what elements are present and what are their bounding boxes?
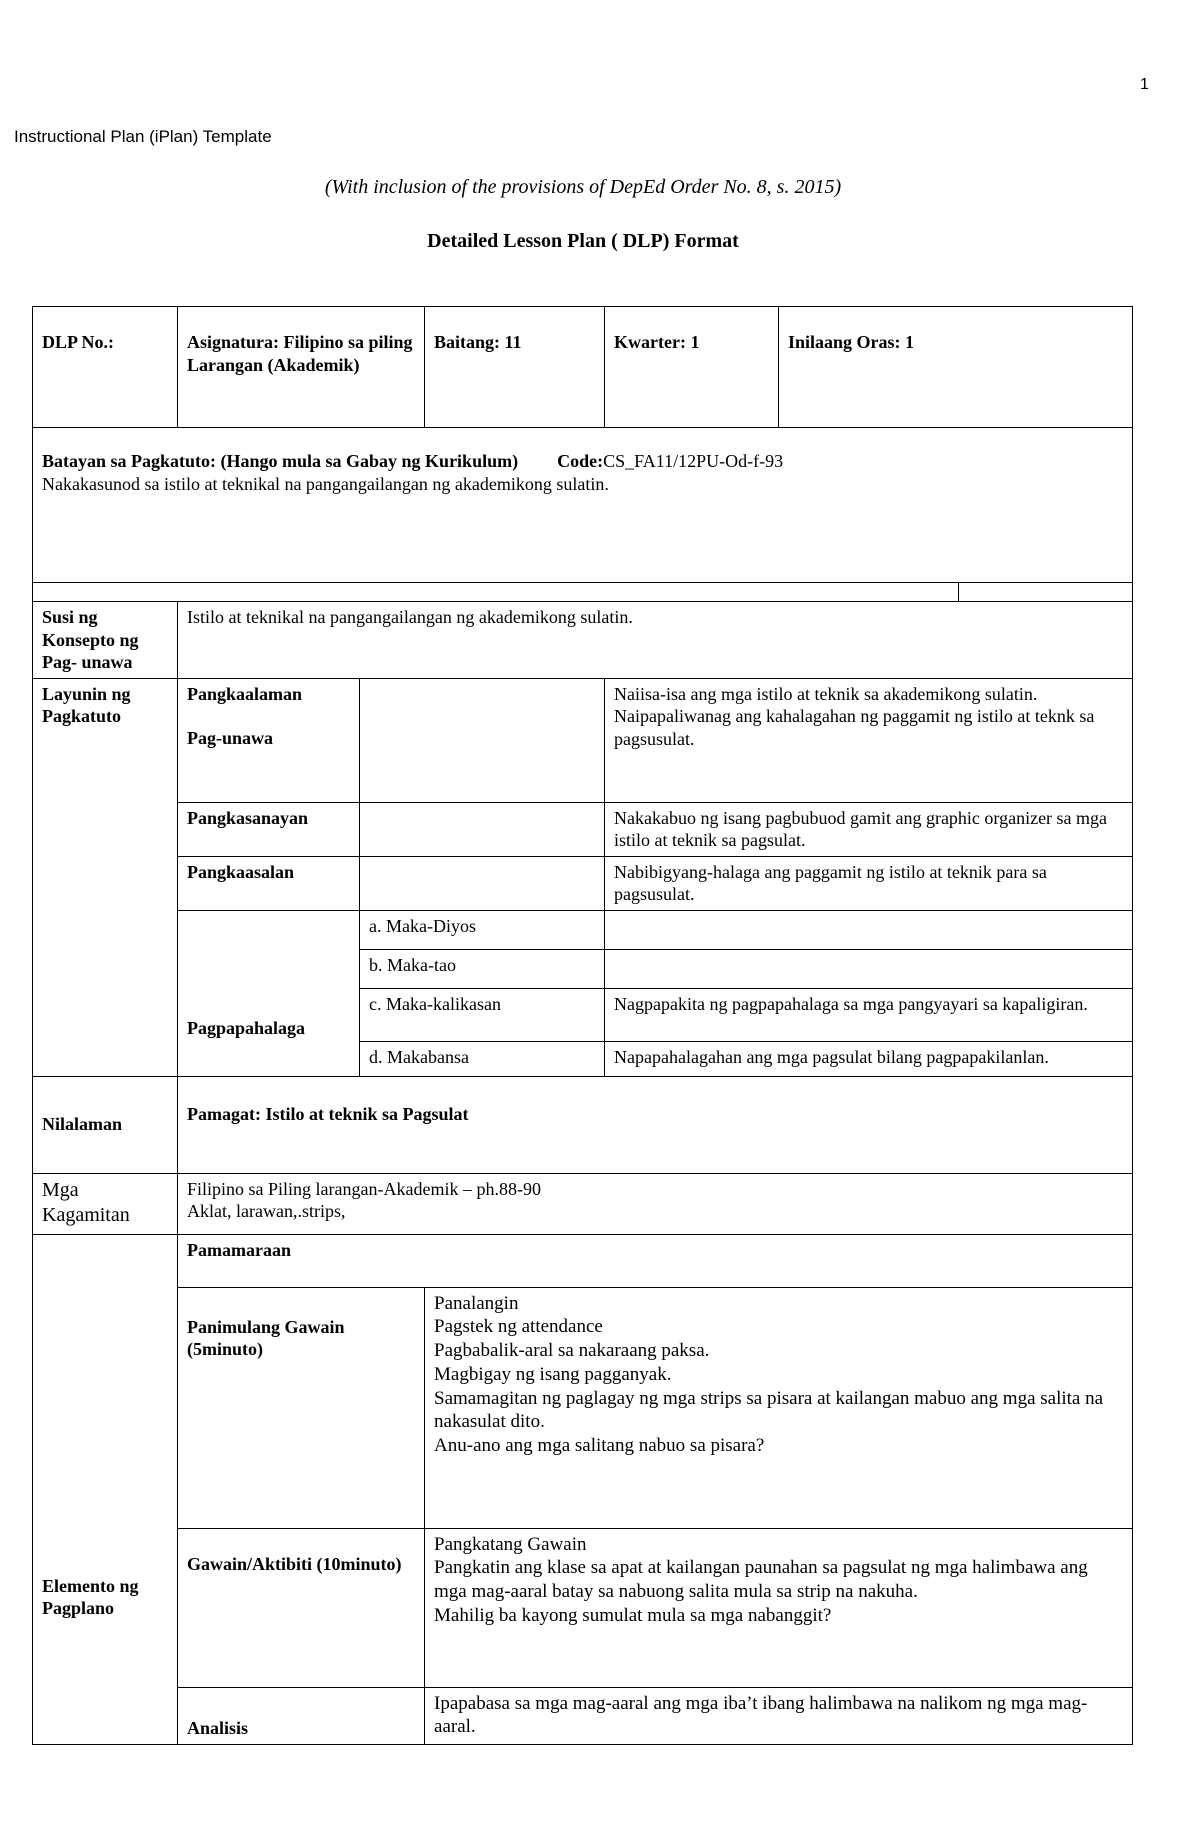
lesson-plan-table	[32, 306, 1133, 1745]
document-label: Instructional Plan (iPlan) Template	[14, 127, 272, 146]
value-label: c. Maka-kalikasan	[360, 988, 605, 1041]
gawain-cell	[425, 1528, 1133, 1687]
empty-cell	[360, 856, 605, 910]
empty-cell	[360, 802, 605, 856]
kwarter-cell: Kwarter: 1	[605, 307, 779, 428]
spacer-cell	[33, 583, 959, 602]
value-text	[605, 949, 1133, 988]
gawain-line: Mahilig ba kayong sumulat mula sa mga nabanggit?	[434, 1604, 832, 1626]
pangkaalaman-text-cell	[605, 678, 1133, 802]
nilalaman-label: Nilalaman	[33, 1076, 178, 1173]
value-text	[605, 910, 1133, 949]
value-label: a. Maka-Diyos	[360, 910, 605, 949]
panimula-line: Pagbabalik-aral sa nakaraang paksa.	[434, 1340, 710, 1361]
kagamitan-line: Aklat, larawan,.strips,	[187, 1201, 346, 1221]
nilalaman-text: Pamagat: Istilo at teknik sa Pagsulat	[178, 1076, 1133, 1173]
document-title: Detailed Lesson Plan ( DLP) Format	[427, 230, 739, 252]
spacer-cell	[959, 583, 1133, 602]
kagamitan-line: Filipino sa Piling larangan-Akademik – ph.88-90	[187, 1178, 541, 1199]
gawain-label: Gawain/Aktibiti (10minuto)	[178, 1528, 425, 1687]
analisis-label: Analisis	[178, 1687, 425, 1744]
pamamaraan-label: Pamamaraan	[178, 1234, 1133, 1287]
baitang-cell: Baitang: 11	[425, 307, 605, 428]
value-label: d. Makabansa	[360, 1041, 605, 1076]
pangkaalaman-text: Naiisa-isa ang mga istilo at teknik sa akademikong sulatin.	[614, 683, 1038, 704]
value-text: Nagpapakita ng pagpapahalaga sa mga pangyayari sa kapaligiran.	[605, 988, 1133, 1041]
value-text: Napapahalagahan ang mga pagsulat bilang pagpapakilanlan.	[605, 1041, 1133, 1076]
susi-label: Susi ng Konsepto ng Pag- unawa	[33, 602, 178, 679]
pangkaasalan-label: Pangkaasalan	[178, 856, 360, 910]
empty-cell	[360, 678, 605, 802]
pangkasanayan-text: Nakakabuo ng isang pagbubuod gamit ang graphic organizer sa mga istilo at teknik sa pagsulat.	[605, 802, 1133, 856]
panimula-label: Panimulang Gawain (5minuto)	[178, 1287, 425, 1528]
batayan-code-label: Code:	[557, 451, 604, 471]
batayan-code: CS_FA11/12PU-Od-f-93	[603, 451, 784, 471]
dlp-number-cell: DLP No.:	[33, 307, 178, 428]
pangkaalaman-cell	[178, 678, 360, 802]
pag-unawa-text: Naipapaliwanag ang kahalagahan ng paggamit ng istilo at teknk sa pagsusulat.	[614, 706, 1095, 749]
panimula-line: Samamagitan ng paglagay ng mga strips sa pisara at kailangan mabuo ang mga salita na nakasulat dito.	[434, 1387, 1104, 1433]
value-label: b. Maka-tao	[360, 949, 605, 988]
panimula-line: Panalangin	[434, 1292, 519, 1314]
panimula-line: Magbigay ng isang pagganyak.	[434, 1363, 672, 1385]
pagpapahalaga-label: Pagpapahalaga	[178, 910, 360, 1076]
batayan-label: Batayan sa Pagkatuto: (Hango mula sa Gabay ng Kurikulum)	[42, 451, 519, 471]
panimula-line: Anu-ano ang mga salitang nabuo sa pisara?	[434, 1435, 765, 1456]
oras-cell: Inilaang Oras: 1	[779, 307, 1133, 428]
analisis-text: Ipapabasa sa mga mag-aaral ang mga iba’t ibang halimbawa na nalikom ng mga mag-aaral.	[425, 1687, 1133, 1744]
pangkaasalan-text: Nabibigyang-halaga ang paggamit ng istilo at teknik para sa pagsusulat.	[605, 856, 1133, 910]
elemento-label: Elemento ng Pagplano	[33, 1234, 178, 1744]
pangkasanayan-label: Pangkasanayan	[178, 802, 360, 856]
layunin-label: Layunin ng Pagkatuto	[33, 678, 178, 1076]
gawain-line: Pangkatin ang klase sa apat at kailangan paunahan sa pagsulat ng mga halimbawa ang mga mag-aaral batay sa nabuong salita mula sa strip na nakuha.	[434, 1557, 1088, 1602]
panimula-line: Pagstek ng attendance	[434, 1316, 603, 1338]
document-subtitle: (With inclusion of the provisions of DepEd Order No. 8, s. 2015)	[324, 176, 842, 198]
susi-text: Istilo at teknikal na pangangailangan ng akademikong sulatin.	[178, 602, 1133, 679]
batayan-cell	[33, 428, 1133, 583]
panimula-cell	[425, 1287, 1133, 1528]
pangkaalaman-label: Pangkaalaman	[187, 683, 303, 704]
gawain-line: Pangkatang Gawain	[434, 1533, 587, 1555]
kagamitan-cell	[178, 1173, 1133, 1234]
asignatura-cell: Asignatura: Filipino sa piling Larangan (Akademik)	[178, 307, 425, 428]
kagamitan-label: Mga Kagamitan	[33, 1173, 178, 1234]
pag-unawa-label: Pag-unawa	[187, 728, 274, 748]
page-number: 1	[1140, 76, 1149, 93]
batayan-text: Nakakasunod sa istilo at teknikal na pangangailangan ng akademikong sulatin.	[42, 473, 609, 494]
